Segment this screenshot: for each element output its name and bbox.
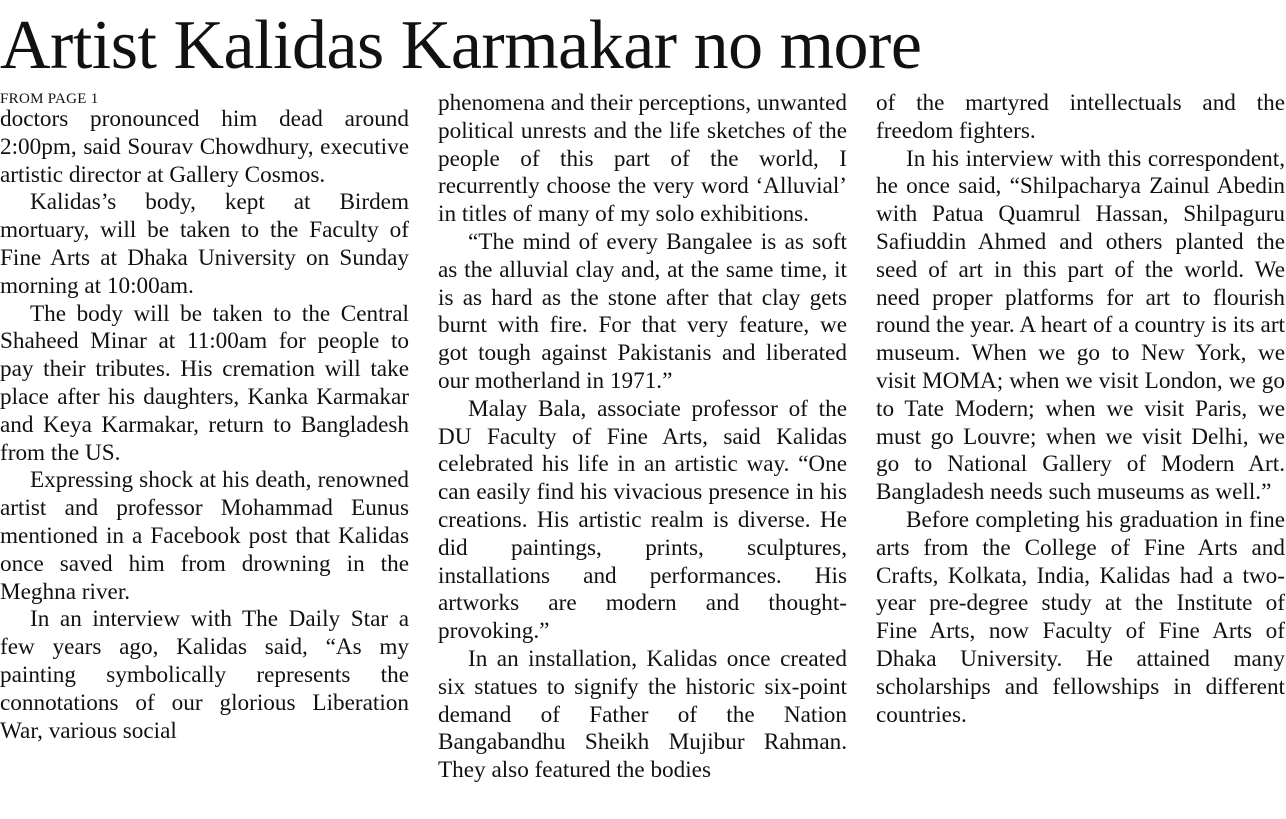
paragraph: Malay Bala, associate professor of the DU Faculty of Fine Arts, said Kalidas celebrated his life in an artistic way. “One can easily find his vivacious presence in his creations. His artistic realm is diverse. He did paintings, prints, sculptures, installations and performances. His artworks are modern and thought-provoking.”: [438, 395, 847, 645]
paragraph: of the martyred intellectuals and the freedom fighters.: [876, 90, 1285, 144]
paragraph: In an installation, Kalidas once created six statues to signify the historic six-point demand of Father of the Nation Bangabandhu Sheikh Mujibur Rahman. They also featured the bodies: [438, 645, 847, 784]
paragraph: In his interview with this correspondent, he once said, “Shilpacharya Zainul Abedin with Patua Quamrul Hassan, Shilpaguru Safiuddin Ahmed and others planted the seed of art in this part of the world. We need proper platforms for art to flourish round the year. A heart of a country is its art museum. When we go to New York, we visit MOMA; when we visit London, we go to Tate Modern; when we visit Paris, we must go Louvre; when we visit Delhi, we go to National Gallery of Modern Art. Bangladesh needs such museums as well.”: [876, 145, 1285, 506]
article-column-1: [0, 90, 409, 745]
paragraph: Expressing shock at his death, renowned artist and professor Mohammad Eunus mentioned in a Facebook post that Kalidas once saved him from drowning in the Meghna river.: [0, 467, 409, 605]
paragraph: Before completing his graduation in fine arts from the College of Fine Arts and Crafts, Kolkata, India, Kalidas had a two-year pre-degree study at the Institute of Fine Arts, now Faculty of Fine Arts of Dhaka University. He attained many scholarships and fellowships in different countries.: [876, 506, 1285, 728]
article-column-3: [876, 90, 1285, 729]
article-column-2: [438, 90, 847, 785]
paragraph: In an interview with The Daily Star a few years ago, Kalidas said, “As my painting symbolically represents the connotations of our glorious Liberation War, various social: [0, 606, 409, 744]
paragraph: “The mind of every Bangalee is as soft as the alluvial clay and, at the same time, it is as hard as the stone after that clay gets burnt with fire. For that very feature, we got tough against Pakistanis and liberated our motherland in 1971.”: [438, 228, 847, 394]
paragraph: phenomena and their perceptions, unwanted political unrests and the life sketches of the people of this part of the world, I recurrently choose the very word ‘Alluvial’ in titles of many of my solo exhibitions.: [438, 90, 847, 228]
jump-label: FROM PAGE 1: [0, 91, 99, 107]
paragraph: The body will be taken to the Central Shaheed Minar at 11:00am for people to pay their tributes. His cremation will take place after his daughters, Kanka Karmakar and Keya Karmakar, return to Bangladesh from the US.: [0, 300, 409, 466]
paragraph: doctors pronounced him dead around 2:00pm, said Sourav Chowdhury, executive artistic director at Gallery Cosmos.: [0, 106, 409, 188]
headline: Artist Kalidas Karmakar no more: [0, 7, 922, 84]
paragraph: Kalidas’s body, kept at Birdem mortuary, will be taken to the Faculty of Fine Arts at Dhaka University on Sunday morning at 10:00am.: [0, 189, 409, 299]
